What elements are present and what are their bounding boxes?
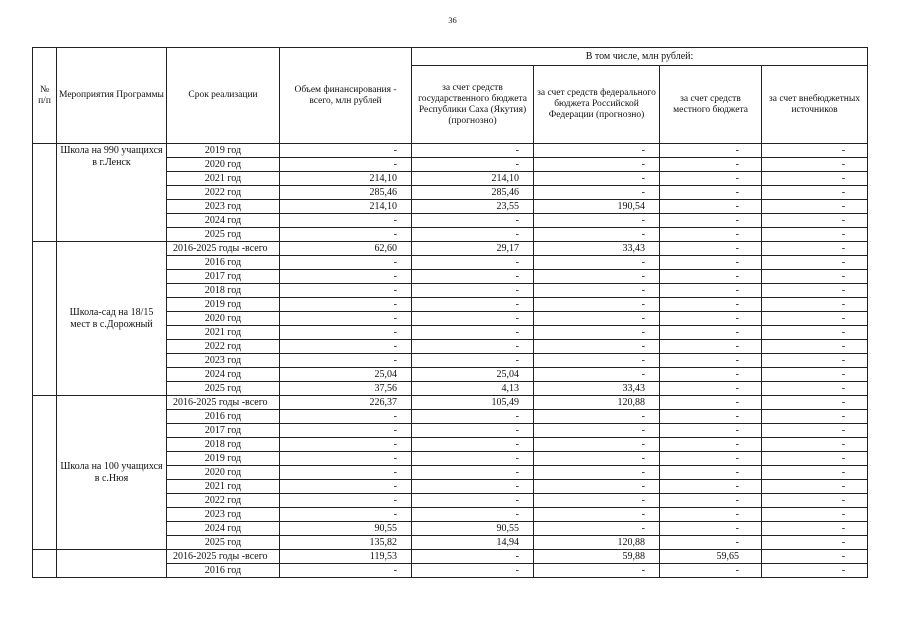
republic-cell: - xyxy=(412,508,534,522)
local-cell: - xyxy=(660,340,762,354)
total-cell: - xyxy=(280,564,412,578)
local-cell: - xyxy=(660,396,762,410)
table-row xyxy=(33,242,868,256)
republic-cell: 90,55 xyxy=(412,522,534,536)
local-cell: - xyxy=(660,452,762,466)
local-cell: - xyxy=(660,368,762,382)
federal-cell: - xyxy=(534,256,660,270)
period-cell: 2021 год xyxy=(167,480,280,494)
republic-cell: - xyxy=(412,550,534,564)
republic-cell: - xyxy=(412,466,534,480)
period-cell: 2024 год xyxy=(167,522,280,536)
period-cell: 2021 год xyxy=(167,172,280,186)
period-cell: 2023 год xyxy=(167,200,280,214)
local-cell: - xyxy=(660,256,762,270)
total-cell: - xyxy=(280,466,412,480)
republic-cell: 14,94 xyxy=(412,536,534,550)
total-cell: - xyxy=(280,214,412,228)
total-cell: - xyxy=(280,270,412,284)
republic-cell: - xyxy=(412,494,534,508)
event-name-cell: Школа-сад на 18/15 мест в с.Дорожный xyxy=(57,242,167,396)
republic-cell: 105,49 xyxy=(412,396,534,410)
period-cell: 2016-2025 годы -всего xyxy=(167,242,280,256)
local-cell: - xyxy=(660,270,762,284)
extra-cell: - xyxy=(762,172,868,186)
republic-cell: - xyxy=(412,326,534,340)
local-cell: - xyxy=(660,564,762,578)
federal-cell: - xyxy=(534,284,660,298)
total-cell: - xyxy=(280,298,412,312)
republic-cell: 29,17 xyxy=(412,242,534,256)
total-cell: - xyxy=(280,312,412,326)
table-row xyxy=(33,144,868,158)
republic-cell: - xyxy=(412,354,534,368)
row-index-cell xyxy=(33,396,57,550)
local-cell: - xyxy=(660,494,762,508)
period-cell: 2016-2025 годы -всего xyxy=(167,550,280,564)
federal-cell: - xyxy=(534,270,660,284)
extra-cell: - xyxy=(762,312,868,326)
extra-cell: - xyxy=(762,382,868,396)
extra-cell: - xyxy=(762,536,868,550)
republic-cell: - xyxy=(412,564,534,578)
extra-cell: - xyxy=(762,158,868,172)
local-cell: - xyxy=(660,522,762,536)
total-cell: - xyxy=(280,228,412,242)
extra-cell: - xyxy=(762,326,868,340)
republic-cell: - xyxy=(412,144,534,158)
total-cell: 285,46 xyxy=(280,186,412,200)
local-cell: - xyxy=(660,438,762,452)
local-cell: - xyxy=(660,298,762,312)
table-row xyxy=(33,396,868,410)
republic-cell: - xyxy=(412,424,534,438)
total-cell: - xyxy=(280,144,412,158)
federal-cell: - xyxy=(534,452,660,466)
extra-cell: - xyxy=(762,522,868,536)
extra-cell: - xyxy=(762,452,868,466)
total-cell: - xyxy=(280,284,412,298)
period-cell: 2016 год xyxy=(167,410,280,424)
extra-cell: - xyxy=(762,438,868,452)
header-period: Срок реализации xyxy=(167,48,280,144)
local-cell: - xyxy=(660,354,762,368)
period-cell: 2022 год xyxy=(167,494,280,508)
federal-cell: - xyxy=(534,354,660,368)
federal-cell: - xyxy=(534,298,660,312)
federal-cell: - xyxy=(534,214,660,228)
local-cell: - xyxy=(660,382,762,396)
federal-cell: - xyxy=(534,340,660,354)
republic-cell: - xyxy=(412,284,534,298)
extra-cell: - xyxy=(762,480,868,494)
federal-cell: - xyxy=(534,312,660,326)
republic-cell: - xyxy=(412,158,534,172)
federal-cell: 190,54 xyxy=(534,200,660,214)
local-cell: - xyxy=(660,424,762,438)
period-cell: 2025 год xyxy=(167,382,280,396)
federal-cell: - xyxy=(534,522,660,536)
extra-cell: - xyxy=(762,284,868,298)
table-row xyxy=(33,550,868,564)
total-cell: 135,82 xyxy=(280,536,412,550)
federal-cell: 120,88 xyxy=(534,536,660,550)
total-cell: - xyxy=(280,438,412,452)
header-extra: за счет внебюджетных источников xyxy=(762,66,868,144)
republic-cell: - xyxy=(412,340,534,354)
extra-cell: - xyxy=(762,508,868,522)
federal-cell: - xyxy=(534,494,660,508)
header-num: № п/п xyxy=(33,48,57,144)
federal-cell: 33,43 xyxy=(534,242,660,256)
period-cell: 2021 год xyxy=(167,326,280,340)
total-cell: 214,10 xyxy=(280,200,412,214)
local-cell: - xyxy=(660,228,762,242)
page-number: 36 xyxy=(448,15,457,25)
republic-cell: 25,04 xyxy=(412,368,534,382)
extra-cell: - xyxy=(762,550,868,564)
period-cell: 2024 год xyxy=(167,214,280,228)
local-cell: - xyxy=(660,200,762,214)
extra-cell: - xyxy=(762,424,868,438)
extra-cell: - xyxy=(762,564,868,578)
period-cell: 2019 год xyxy=(167,452,280,466)
republic-cell: - xyxy=(412,270,534,284)
federal-cell: - xyxy=(534,172,660,186)
row-index-cell xyxy=(33,242,57,396)
extra-cell: - xyxy=(762,256,868,270)
period-cell: 2025 год xyxy=(167,228,280,242)
total-cell: - xyxy=(280,494,412,508)
period-cell: 2023 год xyxy=(167,354,280,368)
federal-cell: - xyxy=(534,144,660,158)
period-cell: 2025 год xyxy=(167,536,280,550)
period-cell: 2016 год xyxy=(167,564,280,578)
republic-cell: 214,10 xyxy=(412,172,534,186)
federal-cell: 59,88 xyxy=(534,550,660,564)
extra-cell: - xyxy=(762,494,868,508)
total-cell: - xyxy=(280,424,412,438)
period-cell: 2020 год xyxy=(167,158,280,172)
period-cell: 2017 год xyxy=(167,424,280,438)
federal-cell: - xyxy=(534,480,660,494)
event-name-cell: Школа на 100 учащихся в с.Нюя xyxy=(57,396,167,550)
header-republic: за счет средств государственного бюджета Республики Саха (Якутия) (прогнозно) xyxy=(412,66,534,144)
total-cell: - xyxy=(280,340,412,354)
period-cell: 2024 год xyxy=(167,368,280,382)
extra-cell: - xyxy=(762,200,868,214)
header-federal: за счет средств федерального бюджета Российской Федерации (прогнозно) xyxy=(534,66,660,144)
republic-cell: - xyxy=(412,480,534,494)
period-cell: 2019 год xyxy=(167,298,280,312)
local-cell: - xyxy=(660,214,762,228)
local-cell: - xyxy=(660,326,762,340)
extra-cell: - xyxy=(762,466,868,480)
row-index-cell xyxy=(33,550,57,578)
total-cell: 214,10 xyxy=(280,172,412,186)
republic-cell: - xyxy=(412,452,534,466)
header-total: Объем финансирования - всего, млн рублей xyxy=(280,48,412,144)
period-cell: 2016 год xyxy=(167,256,280,270)
republic-cell: - xyxy=(412,214,534,228)
total-cell: - xyxy=(280,354,412,368)
header-group: В том числе, млн рублей: xyxy=(412,48,868,66)
header-event: Мероприятия Программы xyxy=(57,48,167,144)
republic-cell: - xyxy=(412,438,534,452)
total-cell: - xyxy=(280,410,412,424)
federal-cell: - xyxy=(534,438,660,452)
extra-cell: - xyxy=(762,396,868,410)
local-cell: - xyxy=(660,466,762,480)
local-cell: - xyxy=(660,144,762,158)
republic-cell: - xyxy=(412,228,534,242)
local-cell: - xyxy=(660,410,762,424)
republic-cell: - xyxy=(412,298,534,312)
republic-cell: 285,46 xyxy=(412,186,534,200)
extra-cell: - xyxy=(762,340,868,354)
total-cell: - xyxy=(280,326,412,340)
period-cell: 2017 год xyxy=(167,270,280,284)
table-header xyxy=(33,48,868,144)
local-cell: 59,65 xyxy=(660,550,762,564)
federal-cell: - xyxy=(534,368,660,382)
period-cell: 2020 год xyxy=(167,466,280,480)
period-cell: 2019 год xyxy=(167,144,280,158)
local-cell: - xyxy=(660,158,762,172)
local-cell: - xyxy=(660,284,762,298)
republic-cell: 23,55 xyxy=(412,200,534,214)
total-cell: - xyxy=(280,158,412,172)
extra-cell: - xyxy=(762,186,868,200)
total-cell: 25,04 xyxy=(280,368,412,382)
republic-cell: - xyxy=(412,410,534,424)
total-cell: - xyxy=(280,452,412,466)
extra-cell: - xyxy=(762,214,868,228)
extra-cell: - xyxy=(762,410,868,424)
local-cell: - xyxy=(660,172,762,186)
total-cell: 119,53 xyxy=(280,550,412,564)
total-cell: 226,37 xyxy=(280,396,412,410)
federal-cell: 33,43 xyxy=(534,382,660,396)
federal-cell: - xyxy=(534,508,660,522)
local-cell: - xyxy=(660,508,762,522)
total-cell: 62,60 xyxy=(280,242,412,256)
period-cell: 2022 год xyxy=(167,340,280,354)
federal-cell: - xyxy=(534,186,660,200)
period-cell: 2018 год xyxy=(167,284,280,298)
header-local: за счет средств местного бюджета xyxy=(660,66,762,144)
financing-table xyxy=(32,47,868,578)
total-cell: 90,55 xyxy=(280,522,412,536)
extra-cell: - xyxy=(762,242,868,256)
federal-cell: - xyxy=(534,466,660,480)
local-cell: - xyxy=(660,242,762,256)
republic-cell: 4,13 xyxy=(412,382,534,396)
extra-cell: - xyxy=(762,270,868,284)
extra-cell: - xyxy=(762,144,868,158)
local-cell: - xyxy=(660,536,762,550)
extra-cell: - xyxy=(762,354,868,368)
total-cell: - xyxy=(280,480,412,494)
federal-cell: - xyxy=(534,158,660,172)
federal-cell: - xyxy=(534,326,660,340)
republic-cell: - xyxy=(412,312,534,326)
total-cell: - xyxy=(280,256,412,270)
federal-cell: - xyxy=(534,228,660,242)
local-cell: - xyxy=(660,186,762,200)
local-cell: - xyxy=(660,480,762,494)
period-cell: 2020 год xyxy=(167,312,280,326)
table-body xyxy=(33,144,868,578)
federal-cell: - xyxy=(534,564,660,578)
total-cell: - xyxy=(280,508,412,522)
local-cell: - xyxy=(660,312,762,326)
page-bottom-margin xyxy=(0,596,905,640)
extra-cell: - xyxy=(762,298,868,312)
federal-cell: 120,88 xyxy=(534,396,660,410)
republic-cell: - xyxy=(412,256,534,270)
period-cell: 2016-2025 годы -всего xyxy=(167,396,280,410)
period-cell: 2023 год xyxy=(167,508,280,522)
event-name-cell: Школа на 990 учащихся в г.Ленск xyxy=(57,144,167,242)
event-name-cell xyxy=(57,550,167,578)
row-index-cell xyxy=(33,144,57,242)
federal-cell: - xyxy=(534,410,660,424)
federal-cell: - xyxy=(534,424,660,438)
period-cell: 2018 год xyxy=(167,438,280,452)
period-cell: 2022 год xyxy=(167,186,280,200)
extra-cell: - xyxy=(762,368,868,382)
extra-cell: - xyxy=(762,228,868,242)
total-cell: 37,56 xyxy=(280,382,412,396)
